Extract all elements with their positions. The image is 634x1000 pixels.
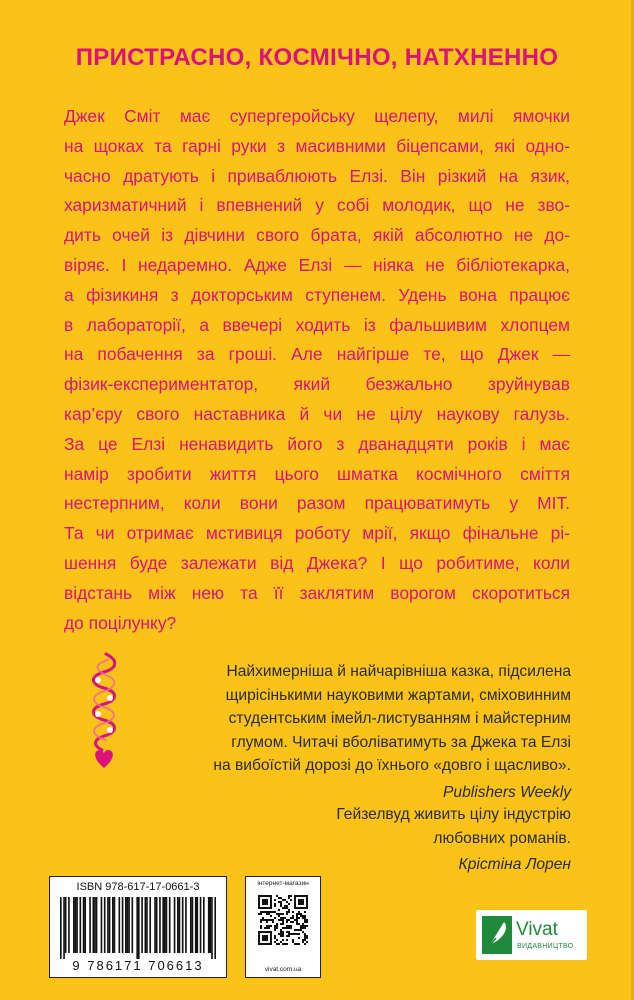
quote-source: Крістіна Лорен [458,856,571,873]
blurb-line: в лабораторії, а ввечері ходить із фальшивим хлопцем [64,314,570,335]
blurb-line: намір зробити життя цього шматка космічного сміття [64,463,570,484]
quote-line: Гейзелвуд живить цілу індустрію [336,806,571,823]
qr-code-block [245,876,321,978]
headline: ПРИСТРАСНО, КОСМІЧНО, НАТХНЕННО [75,44,559,71]
qr-code-icon [258,895,308,945]
blurb-line: За це Елзі ненавидить його з дванадцяти років і має [64,433,570,454]
qr-top-label: інтернет-магазин [257,880,309,887]
quote-line: Найхимерніша й найчарівніша казка, підсилена [226,663,571,680]
blurb-line: дить очей із дівчини свого брата, якій абсолютно не до- [64,225,570,246]
quote-line: любовних романів. [433,829,571,847]
blurb-line: віряє. І недаремно. Адже Елзі — ніяка не бібліотекарка, [64,254,570,275]
blurb-line: нестерпним, коли вони разом працюватимуть у MIT. [64,493,570,514]
blurb-line: а фізикиня з докторським ступенем. Удень вона працює [64,284,570,305]
blurb-line: фізик-експериментатор, який безжально зруйнував [64,374,570,395]
barcode-number: 9 786171 706613 [72,958,204,973]
isbn-text: ISBN 978-617-17-0661-3 [76,881,200,893]
quote-line: глумом. Читачі вболіватимуть за Джека та Елзі [231,733,571,751]
blurb-line: Джек Сміт має супергеройську щелепу, милі ямочки [64,106,570,126]
quote-publishers-weekly [141,660,571,804]
quote-source: Publishers Weekly [443,783,571,801]
blurb-line: на щоках та гарні руки з масивними біцепсами, які одно- [64,135,570,156]
barcode-bars [60,897,216,959]
publisher-name: Vivat [516,919,558,940]
spiral-decoration-icon [84,650,124,770]
blurb-text [64,102,570,638]
blurb-line: кар’єру свого наставника й чи не цілу наукову галузь. [64,403,570,424]
quote-line: на вибоїстій дорозі до їхнього «довго і щасливо». [213,757,571,774]
quote-line: щирісінькими науковими жартами, сміховинним [225,686,571,704]
publisher-logo [476,910,587,960]
blurb-line: Та чи отримає мстивиця роботу мрії, якщо фінальне рі- [64,523,570,544]
isbn-barcode [49,876,227,978]
blurb-line: відстань між нею та її заклятим ворогом скоротиться [64,582,570,603]
blurb-line: харизматичний і впевнений у собі молодик, що не зво- [64,195,570,216]
blurb-line: шення буде залежати від Джека? І що робитиме, коли [64,552,570,573]
blurb-line: часно дратують і приваблюють Елзі. Він різкий на язик, [64,165,570,186]
quill-logo-icon [482,916,512,954]
qr-bottom-label: vivat.com.ua [264,966,302,973]
blurb-line: до поцілунку? [64,612,177,633]
blurb-line: на побачення за гроші. Але найгірше те, що Джек — [64,344,570,365]
quote-christina-lauren [141,803,571,877]
publisher-subtitle: ВИДАВНИЦТВО [517,943,574,950]
quote-line: студентським імейл-листуванням і майстерним [228,710,571,727]
